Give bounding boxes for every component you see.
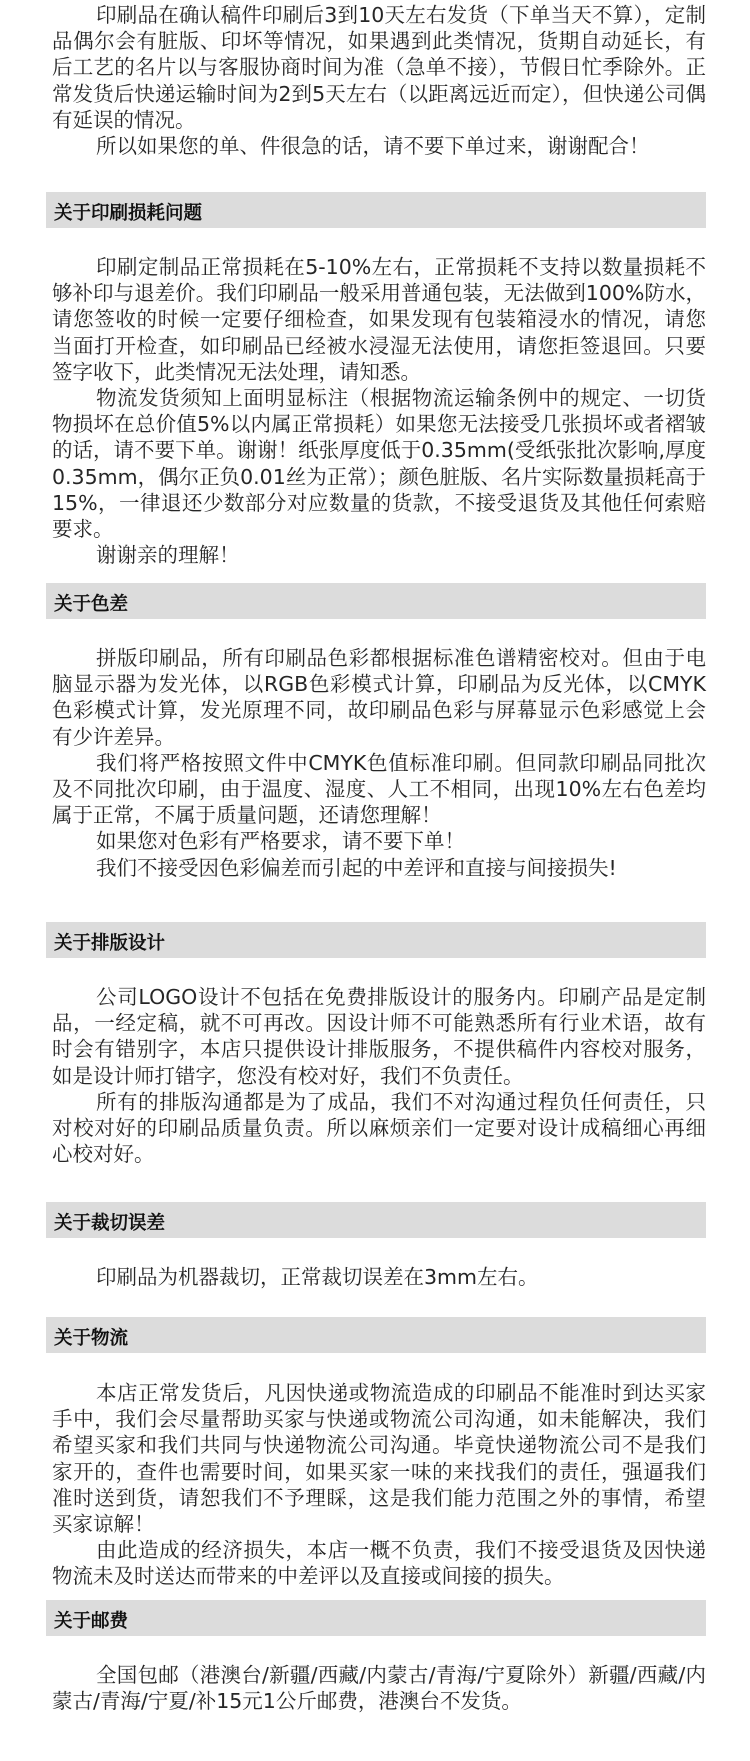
- section-body: [52, 1264, 706, 1290]
- intro-text: [52, 2, 706, 159]
- section-paragraph: 拼版印刷品，所有印刷品色彩都根据标准色谱精密校对。但由于电脑显示器为发光体，以RGB色彩模式计算，印刷品为反光体，以CMYK色彩模式计算，发光原理不同，故印刷品色彩与屏幕显示色彩感觉上会有少许差异。: [52, 646, 706, 749]
- section-title: 关于色差: [54, 594, 129, 615]
- section-header: [46, 583, 706, 619]
- intro-paragraph: 印刷品在确认稿件印刷后3到10天左右发货（下单当天不算），定制品偶尔会有脏版、印坏等情况，如果遇到此类情况，货期自动延长，有后工艺的名片以与客服协商时间为准（急单不接），节假日忙季除外。正常发货后快递运输时间为2到5天左右（以距离远近而定），但快递公司偶有延误的情况。: [52, 3, 706, 132]
- section-paragraph: 我们不接受因色彩偏差而引起的中差评和直接与间接损失!: [96, 855, 617, 880]
- section-paragraph: 物流发货须知上面明显标注（根据物流运输条例中的规定、一切货物损坏在总价值5%以内属正常损耗）如果您无法接受几张损坏或者褶皱的话，请不要下单。谢谢！纸张厚度低于0.35mm(受纸张批次影响,厚度0.35mm，偶尔正负0.01丝为正常）；颜色脏版、名片实际数量损耗高于15%，一律退还少数部分对应数量的货款，不接受退货及其他任何索赔要求。: [52, 386, 706, 542]
- section-header: [46, 192, 706, 228]
- section-paragraph: 本店正常发货后，凡因快递或物流造成的印刷品不能准时到达买家手中，我们会尽量帮助买家与快递或物流公司沟通，如未能解决，我们希望买家和我们共同与快递物流公司沟通。毕竟快递物流公司不是我们家开的，查件也需要时间，如果买家一味的来找我们的责任，强逼我们准时送到货，请恕我们不予理睬，这是我们能力范围之外的事情，希望买家谅解！: [52, 1381, 706, 1537]
- section-paragraph: 由此造成的经济损失，本店一概不负责，我们不接受退货及因快递物流未及时送达而带来的中差评以及直接或间接的损失。: [52, 1538, 706, 1589]
- section-paragraph: 如果您对色彩有严格要求，请不要下单！: [96, 829, 465, 854]
- section-title: 关于邮费: [54, 1611, 129, 1632]
- section-paragraph: 谢谢亲的理解！: [96, 543, 240, 568]
- section-paragraph: 我们将严格按照文件中CMYK色值标准印刷。但同款印刷品同批次及不同批次印刷，由于温度、湿度、人工不相同，出现10%左右色差均属于正常，不属于质量问题，还请您理解！: [52, 750, 706, 828]
- section-body: [52, 645, 706, 881]
- section-header: [46, 1600, 706, 1636]
- section-paragraph: 印刷品为机器裁切，正常裁切误差在3mm左右。: [96, 1265, 539, 1289]
- section-paragraph: 所有的排版沟通都是为了成品，我们不对沟通过程负任何责任，只对校对好的印刷品质量负责。所以麻烦亲们一定要对设计成稿细心再细心校对好。: [52, 1089, 706, 1167]
- section-title: 关于印刷损耗问题: [54, 203, 203, 224]
- section-header: [46, 1317, 706, 1353]
- intro-paragraph: 所以如果您的单、件很急的话，请不要下单过来，谢谢配合！: [96, 134, 650, 159]
- section-title: 关于物流: [54, 1328, 129, 1349]
- section-title: 关于排版设计: [54, 933, 166, 954]
- section-header: [46, 922, 706, 958]
- section-body: [52, 254, 706, 568]
- section-paragraph: 公司LOGO设计不包括在免费排版设计的服务内。印刷产品是定制品，一经定稿，就不可再改。因设计师不可能熟悉所有行业术语，故有时会有错别字，本店只提供设计排版服务，不提供稿件内容校对服务，如是设计师打错字，您没有校对好，我们不负责任。: [52, 985, 706, 1088]
- section-title: 关于裁切误差: [54, 1213, 166, 1234]
- section-paragraph: 印刷定制品正常损耗在5-10%左右，正常损耗不支持以数量损耗不够补印与退差价。我们印刷品一般采用普通包装，无法做到100%防水，请您签收的时候一定要仔细检查，如果发现有包装箱浸水的情况，请您当面打开检查，如印刷品已经被水浸湿无法使用，请您拒签退回。只要签字收下，此类情况无法处理，请知悉。: [52, 255, 706, 384]
- section-paragraph: 全国包邮（港澳台/新疆/西藏/内蒙古/青海/宁夏除外）新疆/西藏/内蒙古/青海/宁夏/补15元1公斤邮费，港澳台不发货。: [52, 1663, 706, 1714]
- section-body: [52, 984, 706, 1167]
- section-header: [46, 1202, 706, 1238]
- section-body: [52, 1380, 706, 1590]
- section-body: [52, 1662, 706, 1714]
